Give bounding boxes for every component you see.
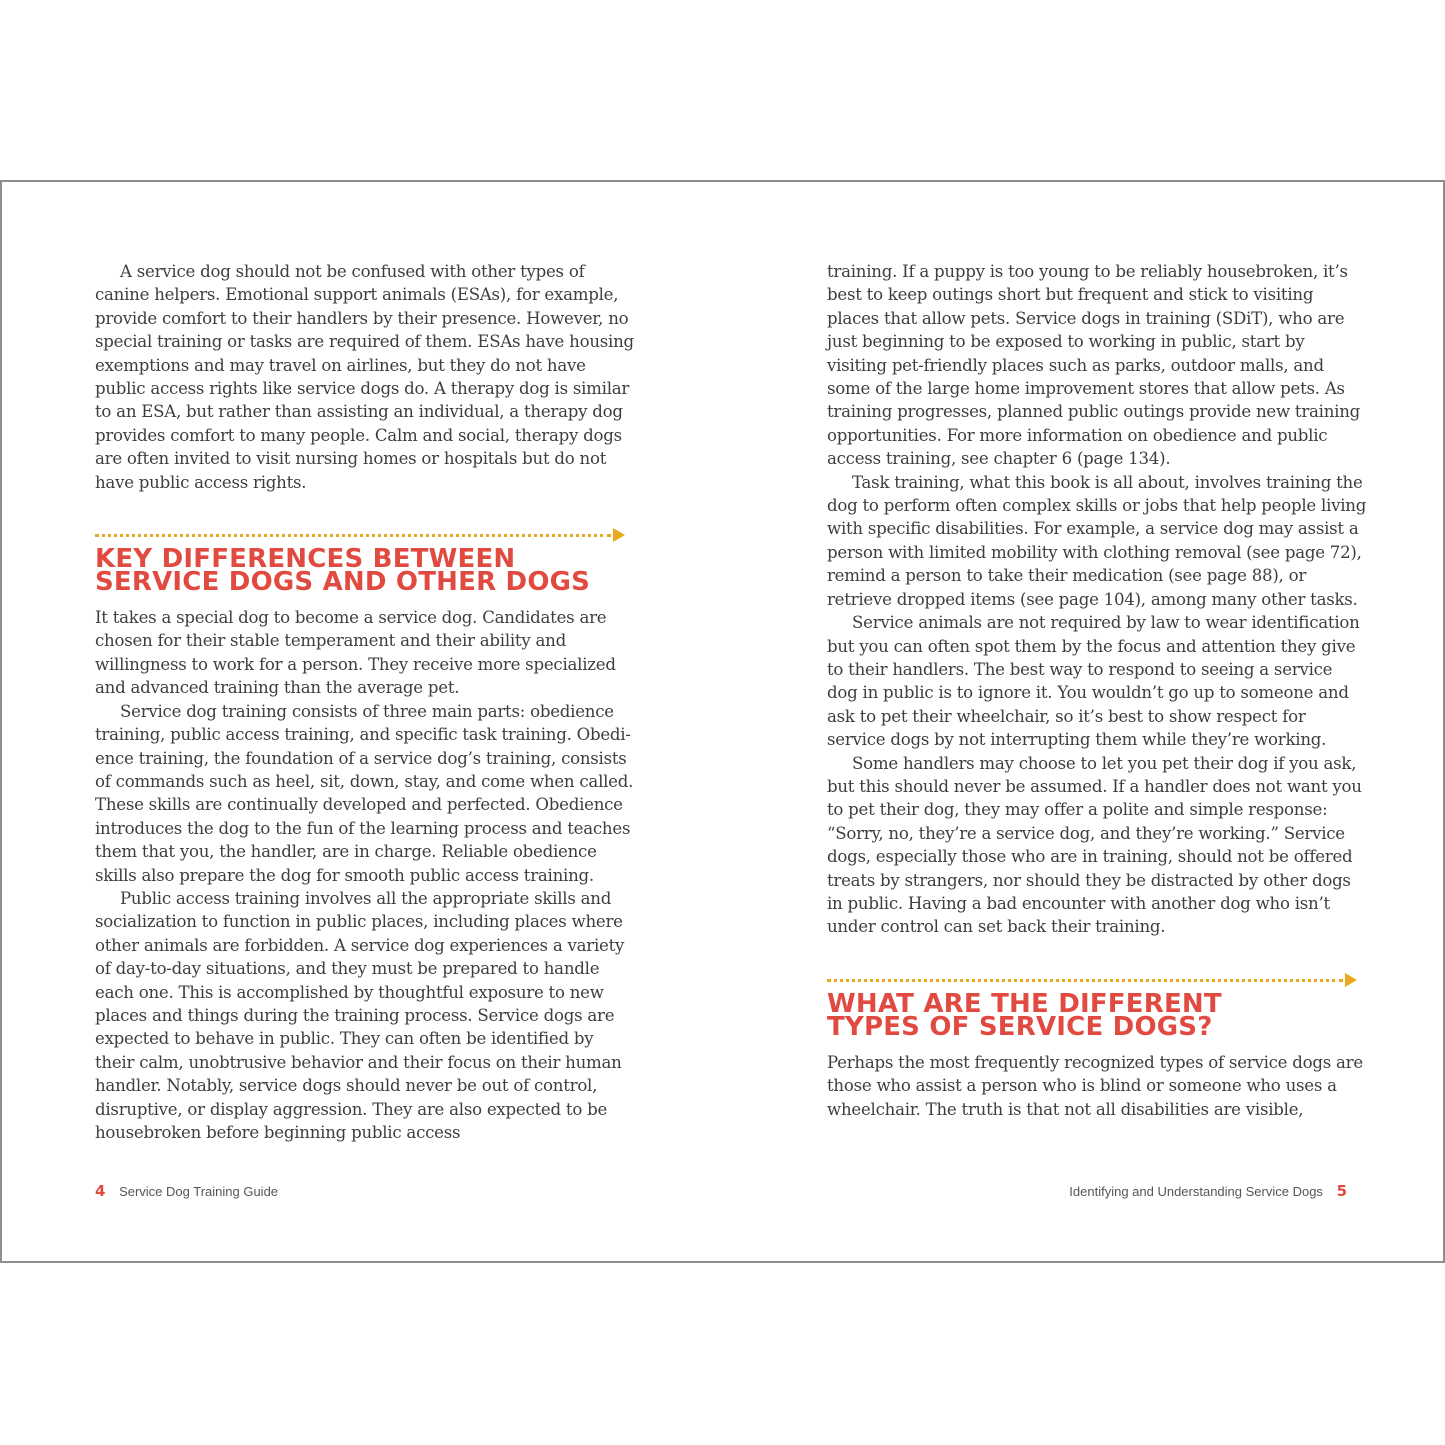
body-paragraph: Service animals are not required by law to wear identification but you can often spot them by the focus and attention they give to their handlers. The best way to respond to seeing a service dog in public is to ignore it. You wouldn’t go up to someone and ask to pet their wheelchair, so it’s best to show respect for service dogs by not interrupting them while they’re working.	[827, 613, 1360, 750]
book-spread	[0, 180, 1445, 1263]
body-paragraph: Some handlers may choose to let you pet their dog if you ask, but this should never be assumed. If a handler does not want you to pet their dog, they may offer a polite and simple response: “Sorry, no, they’re a service dog, and they’re working.” Service dogs, especially those who are in training, should not be offered treats by strangers, nor should they be distracted by other dogs in public. Having a bad encounter with another dog who isn’t under control can set back their training.	[827, 753, 1362, 937]
section-heading-types-of-service-dogs	[827, 988, 1367, 1042]
body-paragraph: Perhaps the most frequently recognized types of service dogs are those who assist a person who is blind or someone who uses a wheelchair. The truth is that not all disabilities are visible,	[827, 1052, 1363, 1119]
left-page-column	[95, 260, 635, 1144]
section-heading-key-differences	[95, 544, 635, 598]
heading-line: SERVICE DOGS AND OTHER DOGS	[95, 567, 591, 598]
dotted-line	[827, 979, 1343, 982]
arrow-right-icon	[613, 528, 625, 542]
heading-line: WHAT ARE THE DIFFERENT	[827, 988, 1222, 1019]
body-paragraph: It takes a special dog to become a service dog. Candidates are chosen for their stable temperament and their ability and willingness to work for a person. They receive more specialized and advanced training than the average pet.	[95, 608, 616, 698]
arrow-right-icon	[1345, 973, 1357, 987]
body-paragraph: Service dog training consists of three main parts: obedience training, public access training, and specific task training. Obedience training, the foundation of a service dog’s training, consists of commands such as heel, sit, down, stay, and come when called. These skills are continually developed and perfected. Obedience introduces the dog to the fun of the learning process and teaches them that you, the handler, are in charge. Reliable obedience skills also prepare the dog for smooth public access training.	[95, 701, 634, 885]
section-divider	[95, 528, 635, 542]
right-page-footer	[1069, 1182, 1347, 1200]
section-divider	[827, 973, 1367, 987]
right-page-column	[827, 260, 1367, 1121]
heading-line: TYPES OF SERVICE DOGS?	[827, 1011, 1213, 1042]
intro-paragraph: A service dog should not be confused with other types of canine helpers. Emotional support animals (ESAs), for example, provide comfort to their handlers by their presence. However, no special training or tasks are required of them. ESAs have housing exemptions and may travel on airlines, but they do not have public access rights like service dogs do. A therapy dog is similar to an ESA, but rather than assisting an individual, a therapy dog provides comfort to many people. Calm and social, therapy dogs are often invited to visit nursing homes or hospitals but do not have public access rights.	[95, 262, 634, 492]
body-paragraph: Task training, what this book is all about, involves training the dog to perform often complex skills or jobs that help people living with specific disabilities. For example, a service dog may assist a person with limited mobility with clothing removal (see page 72), remind a person to take their medication (see page 88), or retrieve dropped items (see page 104), among many other tasks.	[827, 472, 1367, 609]
heading-line: KEY DIFFERENCES BETWEEN	[95, 544, 516, 575]
dotted-line	[95, 534, 611, 537]
running-title: Identifying and Understanding Service Dogs	[1069, 1184, 1323, 1199]
page-number: 4	[95, 1182, 106, 1200]
page-number: 5	[1336, 1182, 1347, 1200]
left-page-footer	[95, 1182, 278, 1200]
running-title: Service Dog Training Guide	[119, 1184, 279, 1199]
body-paragraph: Public access training involves all the appropriate skills and socialization to function in public places, including places where other animals are forbidden. A service dog experiences a variety of day-to-day situations, and they must be prepared to handle each one. This is accomplished by thoughtful exposure to new places and things during the training process. Service dogs are expected to behave in public. They can often be identified by their calm, unobtrusive behavior and their focus on their human handler. Notably, service dogs should never be out of control, disruptive, or display aggression. They are also expected to be housebroken before beginning public access	[95, 888, 625, 1142]
body-paragraph: training. If a puppy is too young to be reliably housebroken, it’s best to keep outings short but frequent and stick to visiting places that allow pets. Service dogs in training (SDiT), who are just beginning to be exposed to working in public, start by visiting pet-friendly places such as parks, outdoor malls, and some of the large home improvement stores that allow pets. As training progresses, planned public outings provide new training opportunities. For more information on obedience and public access training, see chapter 6 (page 134).	[827, 262, 1361, 469]
